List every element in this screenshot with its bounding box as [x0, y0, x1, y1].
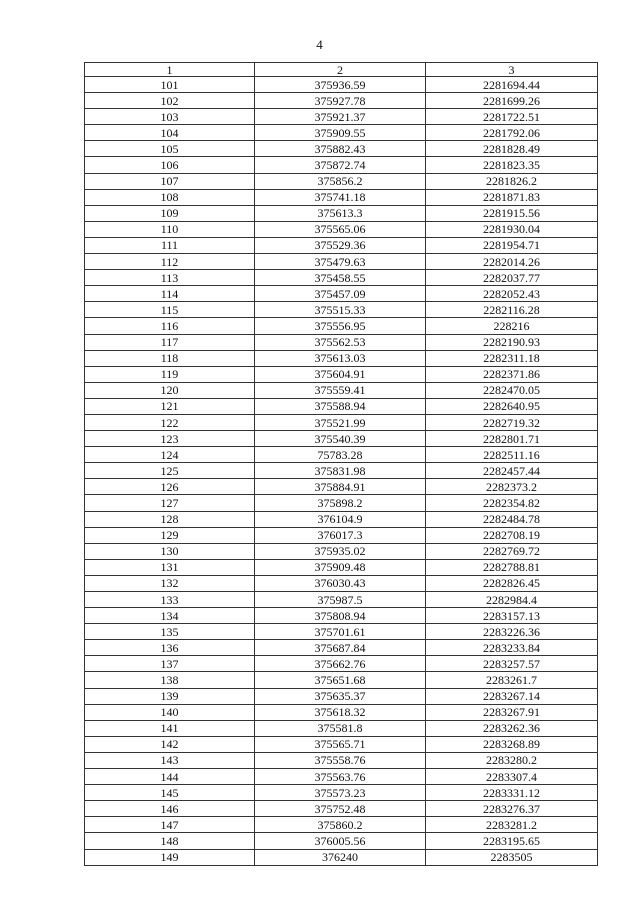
x-coordinate-cell: 375808.94: [255, 608, 426, 624]
y-coordinate-cell: 2283195.65: [426, 833, 598, 849]
y-coordinate-cell: 2283281.2: [426, 817, 598, 833]
y-coordinate-cell: 2283157.13: [426, 608, 598, 624]
point-number-cell: 131: [85, 559, 255, 575]
x-coordinate-cell: 375613.03: [255, 350, 426, 366]
point-number-cell: 110: [85, 221, 255, 237]
x-coordinate-cell: 376104.9: [255, 511, 426, 527]
y-coordinate-cell: 2282014.26: [426, 254, 598, 270]
table-row: [85, 125, 598, 141]
y-coordinate-cell: 2282719.32: [426, 414, 598, 430]
x-coordinate-cell: 375987.5: [255, 592, 426, 608]
table-row: [85, 736, 598, 752]
table-row: [85, 688, 598, 704]
coordinates-table: [84, 62, 598, 866]
point-number-cell: 137: [85, 656, 255, 672]
table-row: [85, 559, 598, 575]
point-number-cell: 123: [85, 431, 255, 447]
x-coordinate-cell: 75783.28: [255, 447, 426, 463]
y-coordinate-cell: 2282484.78: [426, 511, 598, 527]
table-row: [85, 543, 598, 559]
x-coordinate-cell: 376240: [255, 849, 426, 865]
y-coordinate-cell: 2282190.93: [426, 334, 598, 350]
table-row: [85, 414, 598, 430]
point-number-cell: 140: [85, 704, 255, 720]
table-row: [85, 704, 598, 720]
table-row: [85, 109, 598, 125]
y-coordinate-cell: 2283262.36: [426, 720, 598, 736]
table-row: [85, 656, 598, 672]
table-row: [85, 785, 598, 801]
point-number-cell: 136: [85, 640, 255, 656]
point-number-cell: 146: [85, 801, 255, 817]
table-row: [85, 640, 598, 656]
table-row: [85, 575, 598, 591]
point-number-cell: 109: [85, 205, 255, 221]
table-header-row: [85, 63, 598, 77]
x-coordinate-cell: 375635.37: [255, 688, 426, 704]
x-coordinate-cell: 375741.18: [255, 189, 426, 205]
point-number-cell: 138: [85, 672, 255, 688]
point-number-cell: 103: [85, 109, 255, 125]
y-coordinate-cell: 2281871.83: [426, 189, 598, 205]
table-row: [85, 382, 598, 398]
table-row: [85, 608, 598, 624]
point-number-cell: 111: [85, 237, 255, 253]
table-row: [85, 592, 598, 608]
point-number-cell: 107: [85, 173, 255, 189]
y-coordinate-cell: 2283505: [426, 849, 598, 865]
y-coordinate-cell: 2283276.37: [426, 801, 598, 817]
y-coordinate-cell: 2282037.77: [426, 270, 598, 286]
y-coordinate-cell: 2281694.44: [426, 77, 598, 93]
point-number-cell: 124: [85, 447, 255, 463]
point-number-cell: 105: [85, 141, 255, 157]
point-number-cell: 129: [85, 527, 255, 543]
table-row: [85, 366, 598, 382]
y-coordinate-cell: 2283331.12: [426, 785, 598, 801]
y-coordinate-cell: 2282371.86: [426, 366, 598, 382]
point-number-cell: 145: [85, 785, 255, 801]
point-number-cell: 102: [85, 93, 255, 109]
x-coordinate-cell: 375884.91: [255, 479, 426, 495]
x-coordinate-cell: 375558.76: [255, 752, 426, 768]
y-coordinate-cell: 2282470.05: [426, 382, 598, 398]
y-coordinate-cell: 2282788.81: [426, 559, 598, 575]
y-coordinate-cell: 2281823.35: [426, 157, 598, 173]
x-coordinate-cell: 376017.3: [255, 527, 426, 543]
y-coordinate-cell: 2283268.89: [426, 736, 598, 752]
point-number-cell: 149: [85, 849, 255, 865]
point-number-cell: 120: [85, 382, 255, 398]
table-row: [85, 318, 598, 334]
x-coordinate-cell: 375687.84: [255, 640, 426, 656]
x-coordinate-cell: 375613.3: [255, 205, 426, 221]
point-number-cell: 144: [85, 769, 255, 785]
y-coordinate-cell: 2282708.19: [426, 527, 598, 543]
point-number-cell: 117: [85, 334, 255, 350]
table-row: [85, 479, 598, 495]
y-coordinate-cell: 2282511.16: [426, 447, 598, 463]
table-row: [85, 221, 598, 237]
point-number-cell: 121: [85, 398, 255, 414]
point-number-cell: 119: [85, 366, 255, 382]
point-number-cell: 125: [85, 463, 255, 479]
x-coordinate-cell: 375588.94: [255, 398, 426, 414]
x-coordinate-cell: 375529.36: [255, 237, 426, 253]
x-coordinate-cell: 375562.53: [255, 334, 426, 350]
x-coordinate-cell: 375563.76: [255, 769, 426, 785]
point-number-cell: 116: [85, 318, 255, 334]
table-row: [85, 431, 598, 447]
x-coordinate-cell: 375882.43: [255, 141, 426, 157]
page-number: 4: [316, 37, 323, 52]
column-header: 1: [85, 63, 255, 77]
y-coordinate-cell: 2282769.72: [426, 543, 598, 559]
y-coordinate-cell: 2282984.4: [426, 592, 598, 608]
y-coordinate-cell: 2281954.71: [426, 237, 598, 253]
y-coordinate-cell: 2281826.2: [426, 173, 598, 189]
table-row: [85, 398, 598, 414]
y-coordinate-cell: 2281915.56: [426, 205, 598, 221]
x-coordinate-cell: 375856.2: [255, 173, 426, 189]
y-coordinate-cell: 2281792.06: [426, 125, 598, 141]
y-coordinate-cell: 2283261.7: [426, 672, 598, 688]
point-number-cell: 130: [85, 543, 255, 559]
point-number-cell: 141: [85, 720, 255, 736]
table-row: [85, 463, 598, 479]
y-coordinate-cell: 2282116.28: [426, 302, 598, 318]
table-row: [85, 270, 598, 286]
x-coordinate-cell: 375935.02: [255, 543, 426, 559]
x-coordinate-cell: 375581.8: [255, 720, 426, 736]
y-coordinate-cell: 2282052.43: [426, 286, 598, 302]
table-row: [85, 447, 598, 463]
x-coordinate-cell: 375457.09: [255, 286, 426, 302]
point-number-cell: 139: [85, 688, 255, 704]
point-number-cell: 128: [85, 511, 255, 527]
x-coordinate-cell: 375573.23: [255, 785, 426, 801]
point-number-cell: 115: [85, 302, 255, 318]
table-row: [85, 93, 598, 109]
table-row: [85, 141, 598, 157]
point-number-cell: 142: [85, 736, 255, 752]
coordinates-table-body: [85, 63, 598, 866]
y-coordinate-cell: 2281722.51: [426, 109, 598, 125]
y-coordinate-cell: 2283267.91: [426, 704, 598, 720]
x-coordinate-cell: 375831.98: [255, 463, 426, 479]
point-number-cell: 134: [85, 608, 255, 624]
x-coordinate-cell: 375860.2: [255, 817, 426, 833]
column-header: 2: [255, 63, 426, 77]
point-number-cell: 113: [85, 270, 255, 286]
table-row: [85, 334, 598, 350]
point-number-cell: 122: [85, 414, 255, 430]
y-coordinate-cell: 2282457.44: [426, 463, 598, 479]
table-row: [85, 205, 598, 221]
x-coordinate-cell: 375701.61: [255, 624, 426, 640]
column-header: 3: [426, 63, 598, 77]
point-number-cell: 143: [85, 752, 255, 768]
x-coordinate-cell: 375556.95: [255, 318, 426, 334]
y-coordinate-cell: 2282640.95: [426, 398, 598, 414]
y-coordinate-cell: 2283257.57: [426, 656, 598, 672]
x-coordinate-cell: 375458.55: [255, 270, 426, 286]
table-row: [85, 495, 598, 511]
point-number-cell: 127: [85, 495, 255, 511]
point-number-cell: 133: [85, 592, 255, 608]
y-coordinate-cell: 2283226.36: [426, 624, 598, 640]
table-row: [85, 527, 598, 543]
y-coordinate-cell: 2282354.82: [426, 495, 598, 511]
x-coordinate-cell: 375927.78: [255, 93, 426, 109]
table-row: [85, 817, 598, 833]
point-number-cell: 104: [85, 125, 255, 141]
table-row: [85, 672, 598, 688]
table-row: [85, 302, 598, 318]
x-coordinate-cell: 375559.41: [255, 382, 426, 398]
x-coordinate-cell: 376030.43: [255, 575, 426, 591]
table-row: [85, 237, 598, 253]
x-coordinate-cell: 375515.33: [255, 302, 426, 318]
table-row: [85, 720, 598, 736]
point-number-cell: 114: [85, 286, 255, 302]
y-coordinate-cell: 2281930.04: [426, 221, 598, 237]
point-number-cell: 126: [85, 479, 255, 495]
table-row: [85, 157, 598, 173]
x-coordinate-cell: 376005.56: [255, 833, 426, 849]
y-coordinate-cell: 2283280.2: [426, 752, 598, 768]
table-row: [85, 350, 598, 366]
x-coordinate-cell: 375651.68: [255, 672, 426, 688]
y-coordinate-cell: 2282373.2: [426, 479, 598, 495]
x-coordinate-cell: 375521.99: [255, 414, 426, 430]
point-number-cell: 112: [85, 254, 255, 270]
point-number-cell: 132: [85, 575, 255, 591]
x-coordinate-cell: 375540.39: [255, 431, 426, 447]
y-coordinate-cell: 2283233.84: [426, 640, 598, 656]
x-coordinate-cell: 375479.63: [255, 254, 426, 270]
table-row: [85, 833, 598, 849]
x-coordinate-cell: 375936.59: [255, 77, 426, 93]
y-coordinate-cell: 228216: [426, 318, 598, 334]
point-number-cell: 147: [85, 817, 255, 833]
x-coordinate-cell: 375662.76: [255, 656, 426, 672]
table-row: [85, 801, 598, 817]
point-number-cell: 148: [85, 833, 255, 849]
y-coordinate-cell: 2282801.71: [426, 431, 598, 447]
x-coordinate-cell: 375604.91: [255, 366, 426, 382]
table-row: [85, 189, 598, 205]
point-number-cell: 108: [85, 189, 255, 205]
table-row: [85, 173, 598, 189]
y-coordinate-cell: 2282311.18: [426, 350, 598, 366]
x-coordinate-cell: 375565.06: [255, 221, 426, 237]
table-row: [85, 769, 598, 785]
x-coordinate-cell: 375909.48: [255, 559, 426, 575]
table-row: [85, 254, 598, 270]
point-number-cell: 135: [85, 624, 255, 640]
table-row: [85, 511, 598, 527]
x-coordinate-cell: 375618.32: [255, 704, 426, 720]
table-row: [85, 752, 598, 768]
x-coordinate-cell: 375898.2: [255, 495, 426, 511]
point-number-cell: 118: [85, 350, 255, 366]
x-coordinate-cell: 375921.37: [255, 109, 426, 125]
y-coordinate-cell: 2282826.45: [426, 575, 598, 591]
x-coordinate-cell: 375909.55: [255, 125, 426, 141]
y-coordinate-cell: 2281699.26: [426, 93, 598, 109]
table-row: [85, 77, 598, 93]
x-coordinate-cell: 375752.48: [255, 801, 426, 817]
table-row: [85, 849, 598, 865]
point-number-cell: 101: [85, 77, 255, 93]
table-row: [85, 286, 598, 302]
x-coordinate-cell: 375565.71: [255, 736, 426, 752]
y-coordinate-cell: 2283307.4: [426, 769, 598, 785]
x-coordinate-cell: 375872.74: [255, 157, 426, 173]
y-coordinate-cell: 2283267.14: [426, 688, 598, 704]
y-coordinate-cell: 2281828.49: [426, 141, 598, 157]
point-number-cell: 106: [85, 157, 255, 173]
table-row: [85, 624, 598, 640]
